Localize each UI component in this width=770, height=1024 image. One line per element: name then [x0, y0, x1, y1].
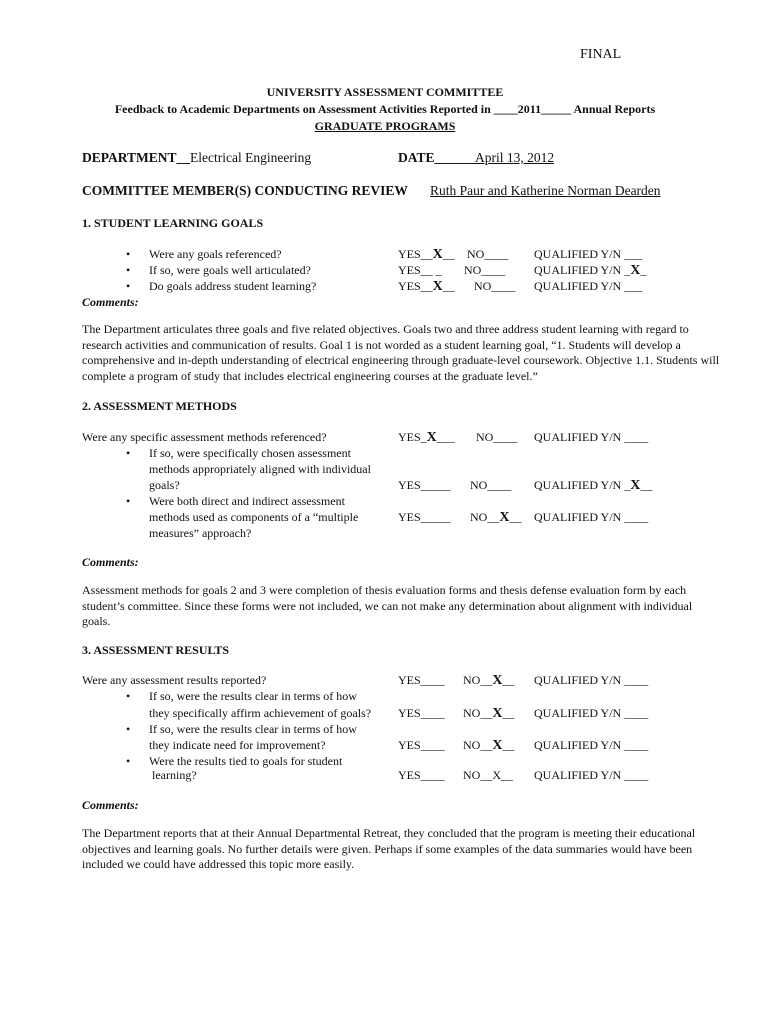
question-line: measures” approach?	[149, 526, 252, 540]
section2-no-3: NO__X__	[470, 510, 522, 525]
committee-value: Ruth Paur and Katherine Norman Dearden	[430, 183, 661, 198]
section3-qualified-2: QUALIFIED Y/N ____	[534, 706, 649, 720]
section1-comments: The Department articulates three goals and five related objectives. Goals two and three address student learning with regard to research activities and communication of results. Goal 1 is not worded as a student learning goal, “1. Students will develop a comprehensive and in-depth understanding of electrical engineering through graduate-level coursework. Objective 1.1. Students will complete a program of study that includes electrical engineering courses at the graduate level.”	[82, 322, 720, 383]
section2-comments: Assessment methods for goals 2 and 3 were completion of thesis evaluation forms and thesis defense evaluation form by each student’s committee. Since these forms were not included, we can not make any determination about alignment with individual goals.	[82, 583, 693, 628]
section3-yes-1: YES____	[398, 673, 445, 687]
qualified-answer: QUALIFIED Y/N ___	[534, 247, 643, 261]
committee-label: COMMITTEE MEMBER(S) CONDUCTING REVIEW	[82, 183, 408, 198]
section3-qualified-3: QUALIFIED Y/N ____	[534, 738, 649, 752]
qualified-answer: QUALIFIED Y/N _X_	[534, 263, 647, 278]
question-line: they specifically affirm achievement of goals?	[149, 706, 372, 720]
section3-qualified-1: QUALIFIED Y/N ____	[534, 673, 649, 687]
bullet-icon: •	[126, 263, 131, 277]
section2-title: 2. ASSESSMENT METHODS	[82, 399, 237, 413]
bullet-icon: •	[126, 689, 131, 703]
no-answer: NO____	[467, 247, 509, 261]
date-row	[398, 150, 554, 166]
question-text: If so, were goals well articulated?	[149, 263, 311, 277]
question-line: they indicate need for improvement?	[149, 738, 326, 752]
program-title: GRADUATE PROGRAMS	[314, 119, 456, 133]
no-answer: NO____	[464, 263, 506, 277]
subtitle: Feedback to Academic Departments on Assessment Activities Reported in ____2011_____ Annual Reports	[114, 102, 656, 116]
section1-title: 1. STUDENT LEARNING GOALS	[82, 216, 264, 230]
section3-yes-2: YES____	[398, 706, 445, 720]
yes-answer: YES__X__	[398, 247, 455, 262]
question-text: Were any goals referenced?	[149, 247, 282, 261]
section2-question-1: Were any specific assessment methods referenced?	[82, 430, 327, 444]
section3-title: 3. ASSESSMENT RESULTS	[82, 643, 230, 657]
bullet-icon: •	[126, 247, 131, 261]
bullet-icon: •	[126, 279, 131, 293]
final-label: FINAL	[580, 47, 622, 62]
yes-answer: YES__ _	[398, 263, 442, 277]
question-line: goals?	[149, 478, 180, 492]
section3-yes-3: YES____	[398, 738, 445, 752]
bullet-icon: •	[126, 722, 131, 736]
question-line: methods appropriately aligned with individual	[149, 462, 371, 476]
bullet-icon: •	[126, 494, 131, 508]
question-line: methods used as components of a “multiple	[149, 510, 359, 524]
section2-no-1: NO____	[476, 430, 518, 444]
question-line: Were both direct and indirect assessment	[149, 494, 345, 508]
section2-yes-3: YES_____	[398, 510, 451, 524]
committee-row	[82, 183, 408, 199]
section3-qualified-4: QUALIFIED Y/N ____	[534, 768, 649, 782]
department-label: DEPARTMENT__	[82, 150, 191, 165]
section3-question-1: Were any assessment results reported?	[82, 673, 267, 687]
no-answer: NO____	[474, 279, 516, 293]
section2-yes-2: YES_____	[398, 478, 451, 492]
question-text: Do goals address student learning?	[149, 279, 317, 293]
org-title: UNIVERSITY ASSESSMENT COMMITTEE	[266, 85, 504, 99]
section2-qualified-1: QUALIFIED Y/N ____	[534, 430, 649, 444]
section3-no-1: NO__X__	[463, 673, 515, 688]
section3-comments-label: Comments:	[82, 798, 139, 812]
section3-yes-4: YES____	[398, 768, 445, 782]
section2-no-2: NO____	[470, 478, 512, 492]
bullet-icon: •	[126, 754, 131, 768]
question-line: If so, were the results clear in terms of how	[149, 722, 357, 736]
department-value: Electrical Engineering	[190, 150, 312, 165]
section2-qualified-3: QUALIFIED Y/N ____	[534, 510, 649, 524]
department-row	[82, 150, 311, 166]
bullet-icon: •	[126, 446, 131, 460]
qualified-answer: QUALIFIED Y/N ___	[534, 279, 643, 293]
section3-no-3: NO__X__	[463, 738, 515, 753]
question-line: If so, were specifically chosen assessment	[149, 446, 351, 460]
section3-comments: The Department reports that at their Annual Departmental Retreat, they concluded that the program is meeting their educational objectives and learning goals. No further details were given. Perhaps if some examples of the data summaries would have been included we could have addressed this topic more easily.	[82, 826, 696, 871]
section3-no-4: NO__X__	[463, 768, 513, 782]
question-line: Were the results tied to goals for student	[149, 754, 343, 768]
date-value: April 13, 2012	[475, 150, 555, 165]
date-label: DATE______	[398, 150, 476, 165]
question-line: If so, were the results clear in terms of how	[149, 689, 357, 703]
section1-comments-label: Comments:	[82, 295, 139, 309]
section3-no-2: NO__X__	[463, 706, 515, 721]
question-line: learning?	[149, 768, 197, 782]
yes-answer: YES__X__	[398, 279, 455, 294]
section2-qualified-2: QUALIFIED Y/N _X__	[534, 478, 653, 493]
section2-comments-label: Comments:	[82, 555, 139, 569]
section2-yes-1: YES_X___	[398, 430, 455, 445]
